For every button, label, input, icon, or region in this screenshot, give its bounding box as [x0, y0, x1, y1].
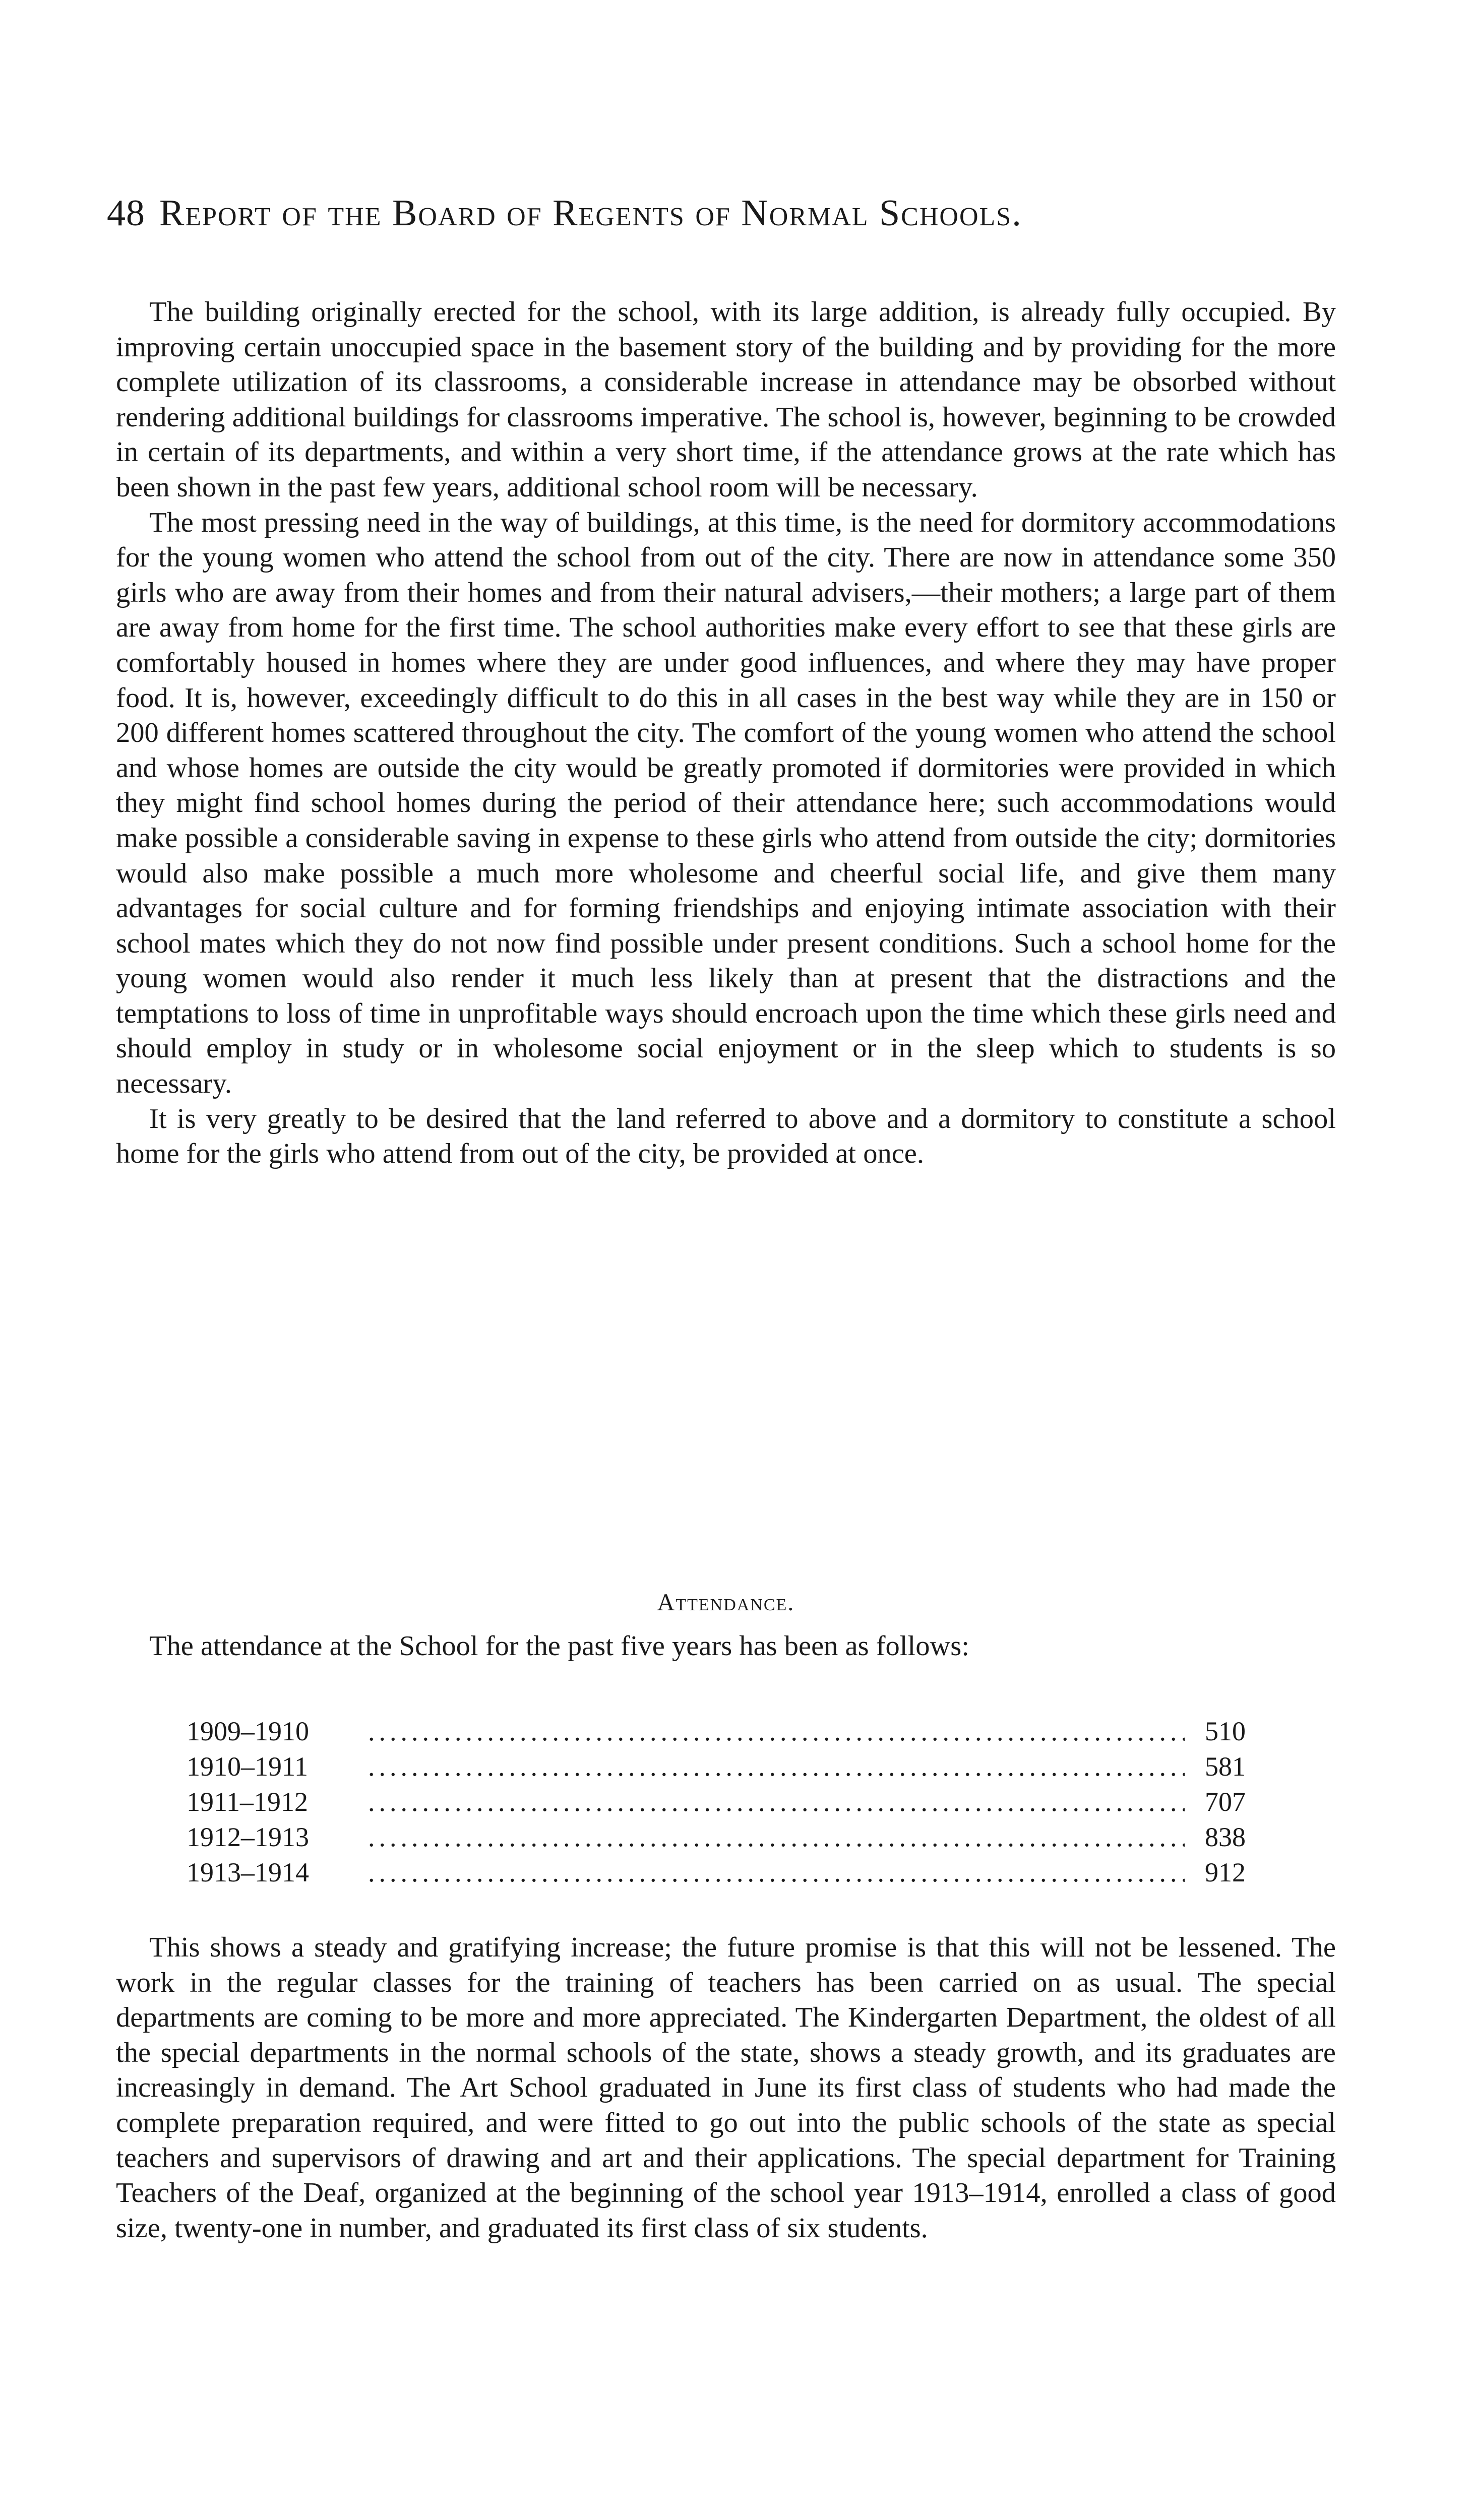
year-cell: 1912–1913 — [187, 1822, 309, 1852]
closing-section — [116, 1930, 1336, 2246]
year-cell: 1913–1914 — [187, 1857, 309, 1887]
year-cell: 1911–1912 — [187, 1787, 308, 1817]
attendance-intro — [116, 1629, 1336, 1664]
table-row — [187, 1714, 1265, 1749]
table-row — [187, 1749, 1265, 1784]
attendance-table — [187, 1714, 1265, 1890]
dot-leader — [368, 1784, 1185, 1819]
section-heading-attendance: Attendance. — [657, 1589, 795, 1616]
count-cell: 510 — [1205, 1716, 1246, 1746]
dot-leader — [368, 1819, 1185, 1855]
dot-leader — [368, 1855, 1185, 1890]
paragraph-building: The building originally erected for the school, with its large addition, is already fully occupied. By improving certain unoccupied space in the basement story of the building and by providing for the more complete utilization of its classrooms, a considerable increase in attendance may be obsorbed without rendering additional buildings for classrooms imperative. The school is, however, beginning to be crowded in certain of its departments, and within a very short time, if the attendance grows at the rate which has been shown in the past few years, additional school room will be necessary. — [116, 296, 1336, 503]
table-row — [187, 1855, 1265, 1890]
count-cell: 581 — [1205, 1751, 1246, 1782]
page-number: 48 — [107, 193, 145, 234]
paragraph-land-request: It is very greatly to be desired that the land referred to above and a dormitory to constitute a school home for the girls who attend from out of the city, be provided at once. — [116, 1103, 1336, 1170]
table-row — [187, 1819, 1265, 1855]
running-title: Report of the Board of Regents of Normal Schools. — [159, 193, 1022, 234]
year-cell: 1910–1911 — [187, 1751, 308, 1782]
count-cell: 912 — [1205, 1857, 1246, 1887]
paragraph-closing: This shows a steady and gratifying increase; the future promise is that this will not be lessened. The work in the regular classes for the training of teachers has been carried on as usual. The special departments are coming to be more and more appreciated. The Kindergarten Department, the oldest of all the special departments in the normal schools of the state, shows a steady growth, and its graduates are increasingly in demand. The Art School graduated in June its first class of students who had made the complete preparation required, and were fitted to go out into the public schools of the state as special teachers and supervisors of drawing and art and their applications. The special department for Training Teachers of the Deaf, organized at the beginning of the school year 1913–1914, enrolled a class of good size, twenty-one in number, and graduated its first class of six students. — [116, 1932, 1336, 2244]
count-cell: 838 — [1205, 1822, 1246, 1852]
body-text — [116, 295, 1336, 1172]
attendance-intro-text: The attendance at the School for the past five years has been as follows: — [149, 1630, 969, 1662]
count-cell: 707 — [1205, 1787, 1246, 1817]
running-header — [107, 191, 1367, 236]
table-row — [187, 1784, 1265, 1819]
dot-leader — [368, 1749, 1185, 1784]
year-cell: 1909–1910 — [187, 1716, 309, 1746]
paragraph-dormitory-need: The most pressing need in the way of buildings, at this time, is the need for dormitory accommodations for the young women who attend the school from out of the city. There are now in attendance some 350 girls who are away from their homes and from their natural advisers,—their mothers; a large part of them are away from home for the first time. The school authorities make every effort to see that these girls are comfortably housed in homes where they are under good influences, and where they may have proper food. It is, however, exceedingly difficult to do this in all cases in the best way while they are in 150 or 200 different homes scattered throughout the city. The comfort of the young women who attend the school and whose homes are outside the city would be greatly promoted if dormitories were provided in which they might find school homes during the period of their attendance here; such accommodations would make possible a considerable saving in expense to these girls who attend from outside the city; dormitories would also make possible a much more wholesome and cheerful social life, and give them many advantages for social culture and for forming friendships and enjoying intimate association with their school mates which they do not now find possible under present conditions. Such a school home for the young women would also render it much less likely than at present that the distractions and the temptations to loss of time in unprofitable ways should encroach upon the time which these girls need and should employ in study or in wholesome social enjoyment or in the sleep which to students is so necessary. — [116, 507, 1336, 1100]
dot-leader — [368, 1714, 1185, 1749]
